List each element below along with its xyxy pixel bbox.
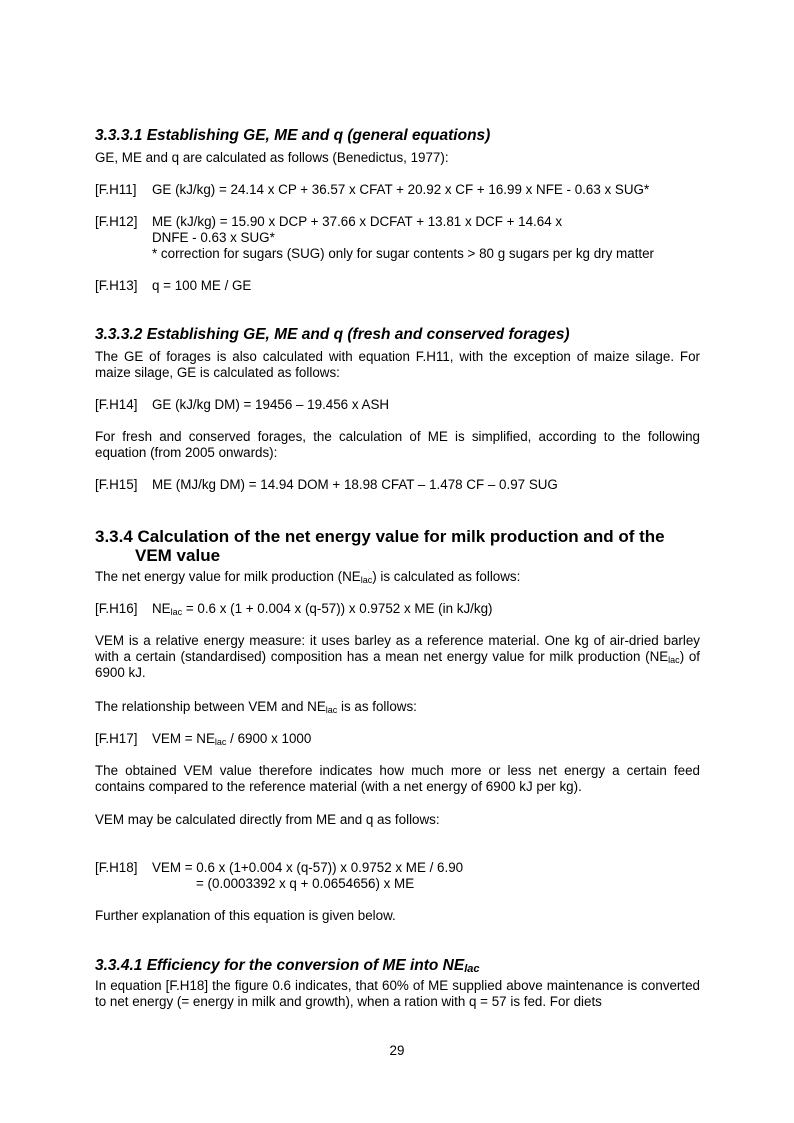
paragraph-forage-me: For fresh and conserved forages, the calculation of ME is simplified, according to the following equation (from 2005 onwards): bbox=[95, 429, 700, 460]
heading-line-1: 3.3.4 Calculation of the net energy value for milk production and of the bbox=[95, 527, 665, 546]
paragraph-nelac-intro bbox=[95, 569, 700, 585]
paragraph-intro-3331: GE, ME and q are calculated as follows (Benedictus, 1977): bbox=[95, 150, 449, 165]
equation-text: GE (kJ/kg DM) = 19456 – 19.456 x ASH bbox=[152, 397, 390, 412]
equation-tag: [F.H17] bbox=[95, 731, 138, 746]
equation-text: VEM = 0.6 x (1+0.004 x (q-57)) x 0.9752 x ME / 6.90 bbox=[152, 860, 464, 875]
equation-fh14 bbox=[95, 397, 389, 413]
text: is as follows: bbox=[337, 699, 417, 714]
paragraph-relationship bbox=[95, 699, 700, 715]
equation-text-cont: = (0.0003392 x q + 0.0654656) x ME bbox=[196, 876, 415, 891]
subscript-lac: lac bbox=[464, 963, 480, 975]
subscript-lac: lac bbox=[668, 655, 680, 665]
equation-tag: [F.H13] bbox=[95, 278, 138, 293]
equation-text: GE (kJ/kg) = 24.14 x CP + 36.57 x CFAT + 20.92 x CF + 16.99 x NFE - 0.63 x SUG* bbox=[152, 182, 650, 197]
paragraph-forage-ge: The GE of forages is also calculated with equation F.H11, with the exception of maize silage. For maize silage, GE is calculated as follows: bbox=[95, 349, 700, 380]
heading-text: 3.3.4.1 Efficiency for the conversion of ME into NE bbox=[95, 957, 465, 974]
paragraph-efficiency: In equation [F.H18] the figure 0.6 indicates, that 60% of ME supplied above maintenance is converted to net energy (= energy in milk and growth), when a ration with q = 57 is fed. For diets bbox=[95, 978, 700, 1009]
ne-symbol: NE bbox=[196, 731, 215, 746]
equation-tag: [F.H11] bbox=[95, 182, 137, 197]
equation-text: = 0.6 x (1 + 0.004 x (q-57)) x 0.9752 x ME (in kJ/kg) bbox=[182, 601, 493, 616]
heading-3-3-3-2: 3.3.3.2 Establishing GE, ME and q (fresh and conserved forages) bbox=[95, 326, 570, 343]
equation-footnote: * correction for sugars (SUG) only for sugar contents > 80 g sugars per kg dry matter bbox=[152, 246, 654, 261]
equation-text: / 6900 x 1000 bbox=[226, 731, 312, 746]
equation-fh16 bbox=[95, 601, 492, 617]
equation-fh17 bbox=[95, 731, 311, 747]
equation-tag: [F.H14] bbox=[95, 397, 138, 412]
equation-tag: [F.H16] bbox=[95, 601, 138, 616]
text: ) of 6900 kJ. bbox=[95, 649, 700, 680]
paragraph-obtained-vem: The obtained VEM value therefore indicates how much more or less net energy a certain feed contains compared to the reference material (with a net energy of 6900 kJ per kg). bbox=[95, 763, 700, 794]
equation-text: ME (MJ/kg DM) = 14.94 DOM + 18.98 CFAT – 1.478 CF – 0.97 SUG bbox=[152, 477, 558, 492]
ne-symbol: NE bbox=[152, 601, 171, 616]
subscript-lac: lac bbox=[214, 737, 227, 747]
equation-tag: [F.H12] bbox=[95, 214, 138, 229]
text: ) is calculated as follows: bbox=[372, 569, 521, 584]
heading-3-3-3-1: 3.3.3.1 Establishing GE, ME and q (general equations) bbox=[95, 127, 491, 144]
subscript-lac: lac bbox=[170, 607, 183, 617]
equation-text: q = 100 ME / GE bbox=[152, 278, 252, 293]
equation-text: VEM = bbox=[152, 731, 197, 746]
ne-symbol: NE bbox=[649, 649, 669, 664]
text: The net energy value for milk production (NE bbox=[95, 569, 361, 584]
subscript-lac: lac bbox=[360, 575, 373, 585]
page-number: 29 bbox=[389, 1043, 405, 1058]
heading-line-2: VEM value bbox=[135, 546, 221, 565]
paragraph-vem-definition bbox=[95, 633, 700, 681]
text: The relationship between VEM and NE bbox=[95, 699, 326, 714]
equation-fh15 bbox=[95, 477, 558, 493]
paragraph-vem-direct: VEM may be calculated directly from ME and q as follows: bbox=[95, 812, 440, 827]
equation-fh18 bbox=[95, 860, 463, 892]
heading-3-3-4 bbox=[95, 527, 700, 565]
equation-fh13 bbox=[95, 278, 251, 294]
text: VEM is a relative energy measure: it uses barley as a reference material. One kg of air-dried barley with a certain (standardised) composition has a mean net energy value for milk production ( bbox=[95, 633, 700, 664]
equation-text: ME (kJ/kg) = 15.90 x DCP + 37.66 x DCFAT + 13.81 x DCF + 14.64 x bbox=[152, 214, 563, 229]
equation-text-cont: DNFE - 0.63 x SUG* bbox=[152, 230, 275, 245]
subscript-lac: lac bbox=[325, 705, 338, 715]
equation-tag: [F.H15] bbox=[95, 477, 138, 492]
equation-tag: [F.H18] bbox=[95, 860, 138, 875]
paragraph-further: Further explanation of this equation is given below. bbox=[95, 908, 396, 923]
equation-fh11 bbox=[95, 182, 649, 198]
equation-fh12 bbox=[95, 214, 654, 262]
heading-3-3-4-1 bbox=[95, 957, 480, 975]
